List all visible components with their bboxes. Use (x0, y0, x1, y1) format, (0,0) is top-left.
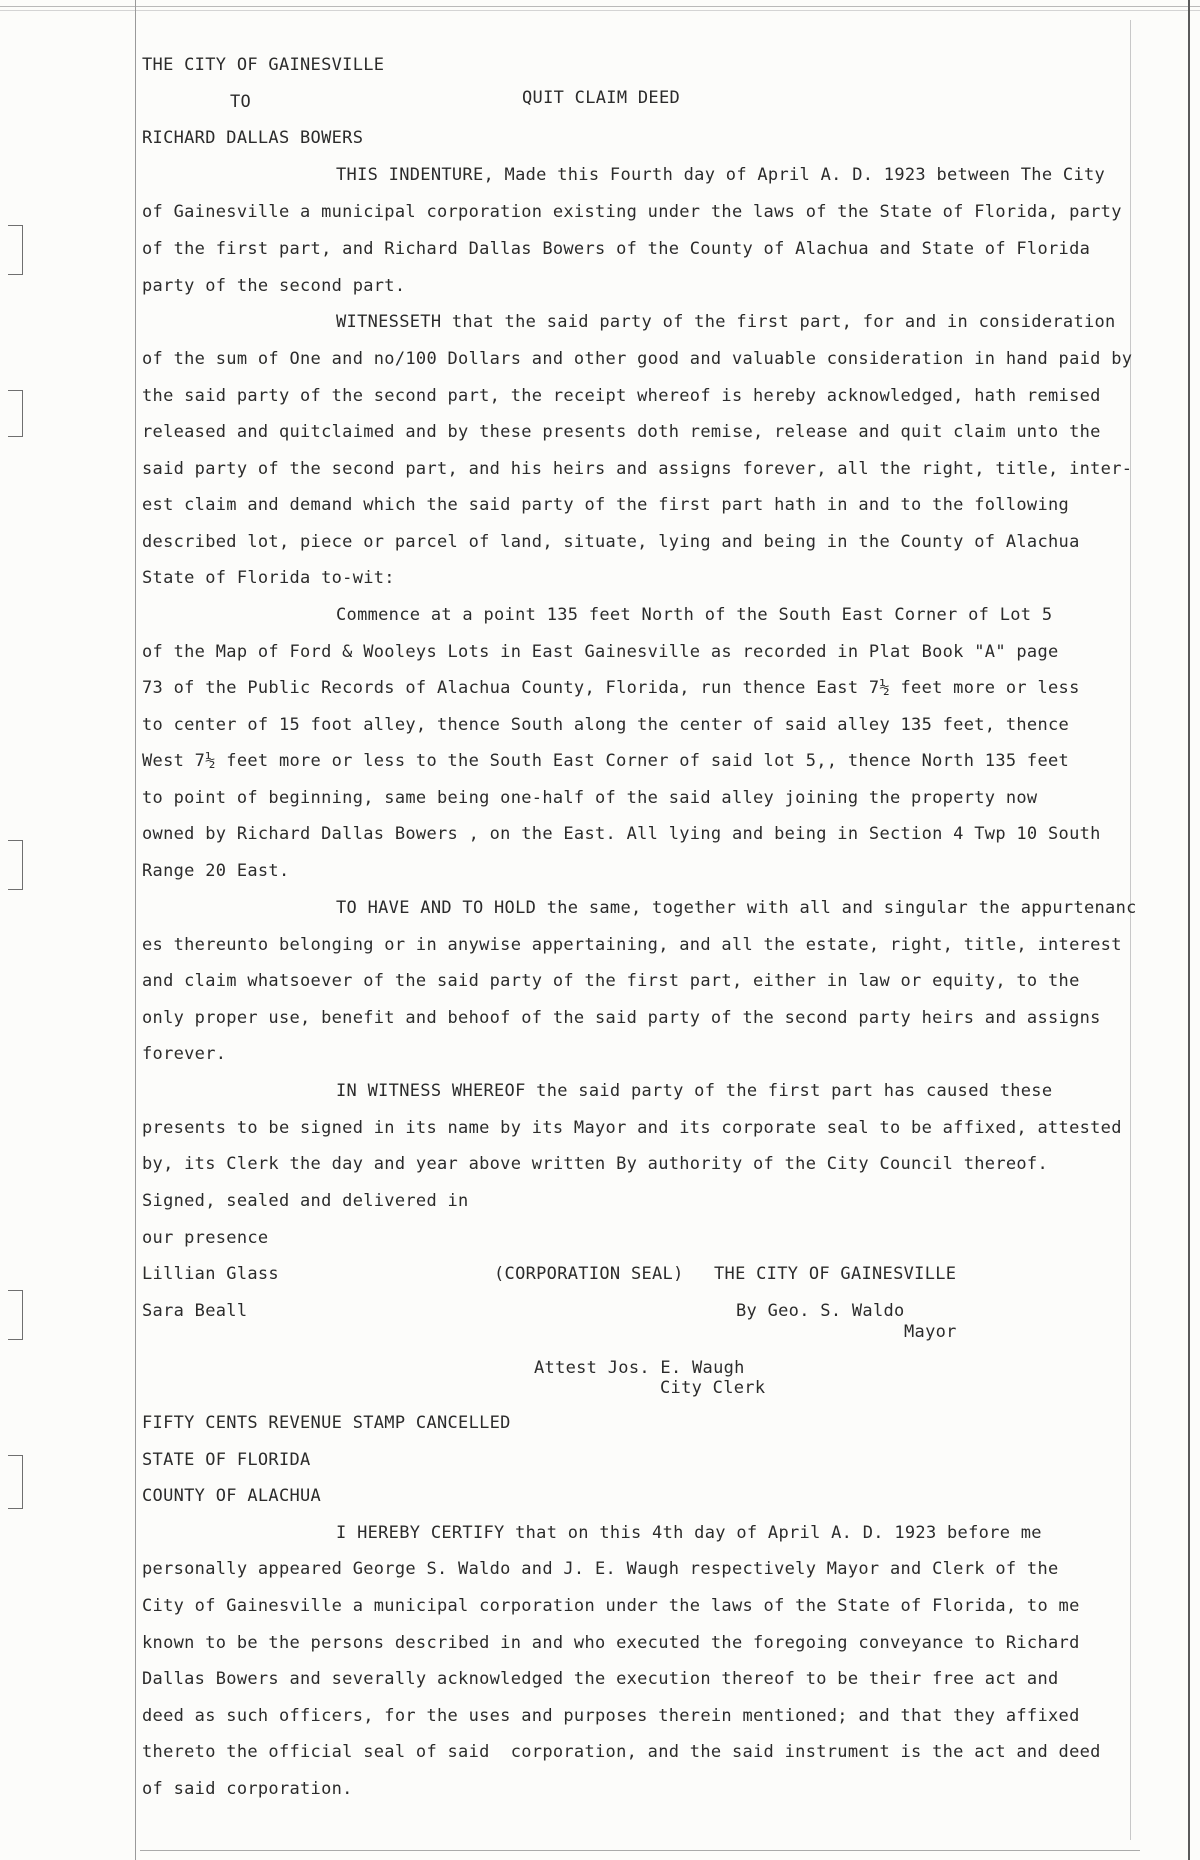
ack-line: deed as such officers, for the uses and purposes therein mentioned; and that they affixed (142, 1706, 1080, 1726)
body-line: by, its Clerk the day and year above written By authority of the City Council thereof. (142, 1154, 1048, 1174)
ack-line: of said corporation. (142, 1779, 353, 1799)
page-edge (1188, 0, 1190, 1860)
mayor-signature: By Geo. S. Waldo (736, 1301, 905, 1321)
body-line: THIS INDENTURE, Made this Fourth day of April A. D. 1923 between The City (336, 165, 1106, 185)
state-heading: STATE OF FLORIDA (142, 1450, 311, 1470)
body-line: party of the second part. (142, 276, 406, 296)
body-line: to center of 15 foot alley, thence South along the center of said alley 135 feet, thence (142, 715, 1070, 735)
document-title: QUIT CLAIM DEED (522, 88, 681, 108)
body-line: of Gainesville a municipal corporation existing under the laws of the State of Florida, party (142, 202, 1122, 222)
revenue-stamp-note: FIFTY CENTS REVENUE STAMP CANCELLED (142, 1413, 511, 1433)
left-margin-line (135, 0, 136, 1860)
clerk-title: City Clerk (660, 1378, 766, 1398)
body-line: State of Florida to-wit: (142, 568, 395, 588)
ack-line: City of Gainesville a municipal corporation under the laws of the State of Florida, to me (142, 1596, 1080, 1616)
body-line: said party of the second part, and his heirs and assigns forever, all the right, title, inter- (142, 459, 1133, 479)
body-line: our presence (142, 1228, 269, 1248)
body-line: 73 of the Public Records of Alachua County, Florida, run thence East 7½ feet more or less (142, 678, 1080, 698)
body-line: Signed, sealed and delivered in (142, 1191, 469, 1211)
bottom-rule (140, 1850, 1140, 1851)
body-line: forever. (142, 1044, 227, 1064)
mayor-title: Mayor (904, 1322, 957, 1342)
body-line: of the Map of Ford & Wooleys Lots in East Gainesville as recorded in Plat Book "A" page (142, 642, 1059, 662)
binder-mark (8, 840, 23, 890)
body-line: TO HAVE AND TO HOLD the same, together with all and singular the appurtenanc (336, 898, 1137, 918)
binder-mark (8, 1290, 23, 1340)
body-line: presents to be signed in its name by its Mayor and its corporate seal to be affixed, attested (142, 1118, 1122, 1138)
body-line: released and quitclaimed and by these presents doth remise, release and quit claim unto the (142, 422, 1101, 442)
body-line: to point of beginning, same being one-half of the said alley joining the property now (142, 788, 1038, 808)
to-heading: TO (230, 92, 252, 112)
right-margin-line (1130, 20, 1131, 1840)
ack-line: I HEREBY CERTIFY that on this 4th day of April A. D. 1923 before me (336, 1523, 1042, 1543)
body-line: WITNESSETH that the said party of the first part, for and in consideration (336, 312, 1116, 332)
ack-line: Dallas Bowers and severally acknowledged the execution thereof to be their free act and (142, 1669, 1059, 1689)
body-line: the said party of the second part, the receipt whereof is hereby acknowledged, hath remised (142, 386, 1101, 406)
body-line: Range 20 East. (142, 861, 290, 881)
body-line: described lot, piece or parcel of land, situate, lying and being in the County of Alachua (142, 532, 1080, 552)
body-line: es thereunto belonging or in anywise appertaining, and all the estate, right, title, interest (142, 935, 1122, 955)
ack-line: known to be the persons described in and who executed the foregoing conveyance to Richard (142, 1633, 1080, 1653)
body-line: West 7½ feet more or less to the South East Corner of said lot 5,, thence North 135 feet (142, 751, 1070, 771)
grantee-heading: RICHARD DALLAS BOWERS (142, 128, 364, 148)
body-line: and claim whatsoever of the said party of the first part, either in law or equity, to the (142, 971, 1080, 991)
top-rule-secondary (0, 10, 1200, 11)
binder-mark (8, 1455, 23, 1509)
top-rule (0, 6, 1200, 7)
body-line: of the sum of One and no/100 Dollars and other good and valuable consideration in hand paid by (142, 349, 1133, 369)
body-line: of the first part, and Richard Dallas Bowers of the County of Alachua and State of Florida (142, 239, 1091, 259)
body-line: Commence at a point 135 feet North of the South East Corner of Lot 5 (336, 605, 1053, 625)
ack-line: personally appeared George S. Waldo and J. E. Waugh respectively Mayor and Clerk of the (142, 1559, 1059, 1579)
body-line: owned by Richard Dallas Bowers , on the East. All lying and being in Section 4 Twp 10 South (142, 824, 1101, 844)
body-line: IN WITNESS WHEREOF the said party of the first part has caused these (336, 1081, 1053, 1101)
clerk-attest: Attest Jos. E. Waugh (534, 1358, 745, 1378)
body-line: only proper use, benefit and behoof of the said party of the second party heirs and assigns (142, 1008, 1101, 1028)
witness-signature: Lillian Glass (142, 1264, 279, 1284)
county-heading: COUNTY OF ALACHUA (142, 1486, 322, 1506)
witness-signature: Sara Beall (142, 1301, 248, 1321)
corporation-seal-label: (CORPORATION SEAL) (494, 1264, 684, 1284)
body-line: est claim and demand which the said party of the first part hath in and to the following (142, 495, 1070, 515)
binder-mark (8, 225, 23, 275)
city-signature-label: THE CITY OF GAINESVILLE (714, 1264, 957, 1284)
ack-line: thereto the official seal of said corporation, and the said instrument is the act and deed (142, 1742, 1101, 1762)
grantor-heading: THE CITY OF GAINESVILLE (142, 55, 385, 75)
binder-mark (8, 390, 23, 437)
